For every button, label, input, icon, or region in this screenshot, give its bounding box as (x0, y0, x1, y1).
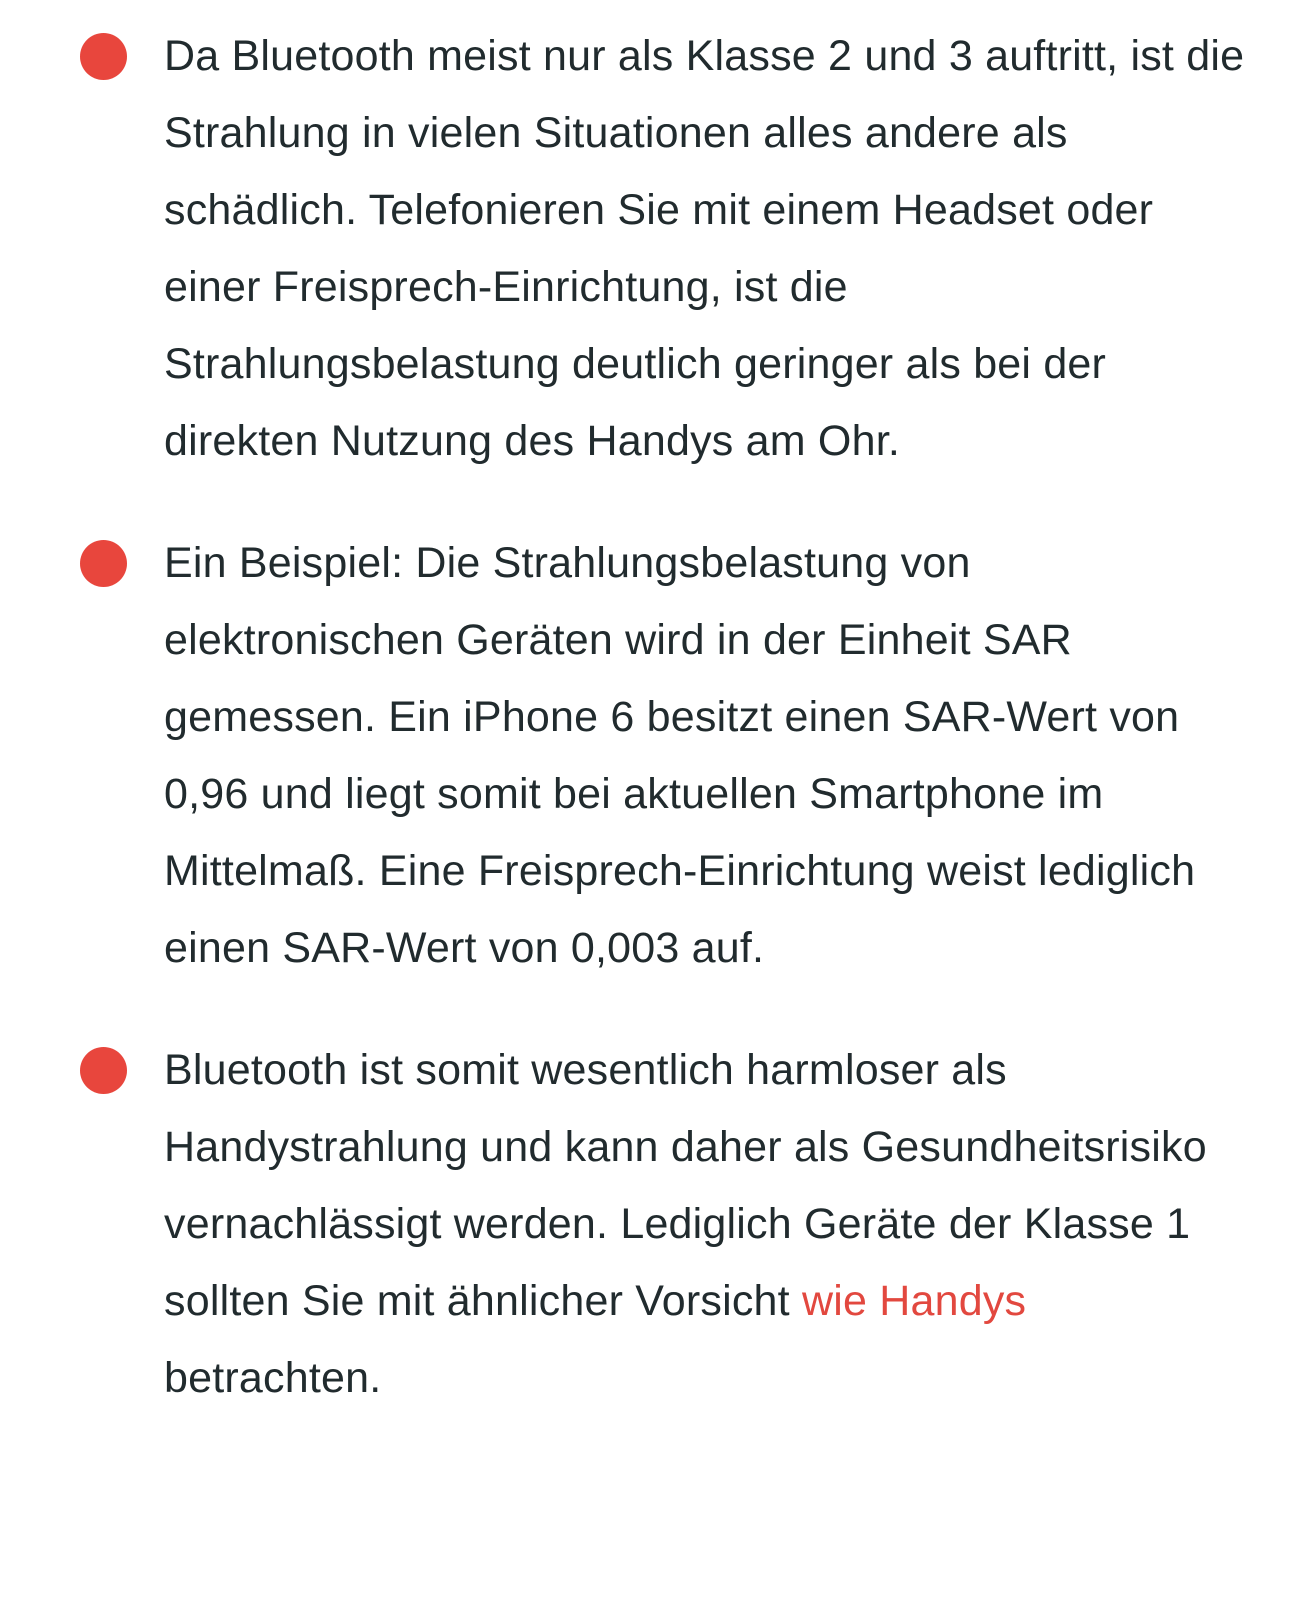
list-item (80, 525, 1254, 987)
bullet-dot-icon (80, 540, 127, 587)
list-item (80, 18, 1254, 480)
bullet-dot-icon (80, 33, 127, 80)
bullet-paragraph-bluetooth-classes: Da Bluetooth meist nur als Klasse 2 und 3 auftritt, ist die Strahlung in vielen Situationen alles andere als schädlich. Telefonieren Sie mit einem Headset oder einer Freisprech-Einrichtung, ist die Strahlungsbelastung deutlich geringer als bei der direkten Nutzung des Handys am Ohr. (164, 32, 1245, 465)
list-item (80, 1032, 1254, 1417)
conclusion-text-after-link: betrachten. (164, 1354, 382, 1402)
bullet-dot-icon (80, 1047, 127, 1094)
conclusion-text-before-link: Bluetooth ist somit wesentlich harmloser als Handystrahlung und kann daher als Gesundheitsrisiko vernachlässigt werden. Lediglich Geräte der Klasse 1 sollten Sie mit ähnlicher Vorsicht (164, 1046, 1207, 1325)
wie-handys-link[interactable]: wie Handys (801, 1277, 1027, 1325)
bullet-paragraph-sar-example: Ein Beispiel: Die Strahlungsbelastung von elektronischen Geräten wird in der Einheit SAR gemessen. Ein iPhone 6 besitzt einen SAR-Wert von 0,96 und liegt somit bei aktuellen Smartphone im Mittelmaß. Eine Freisprech-Einrichtung weist lediglich einen SAR-Wert von 0,003 auf. (164, 539, 1196, 972)
bullet-paragraph-conclusion (164, 1032, 1254, 1417)
